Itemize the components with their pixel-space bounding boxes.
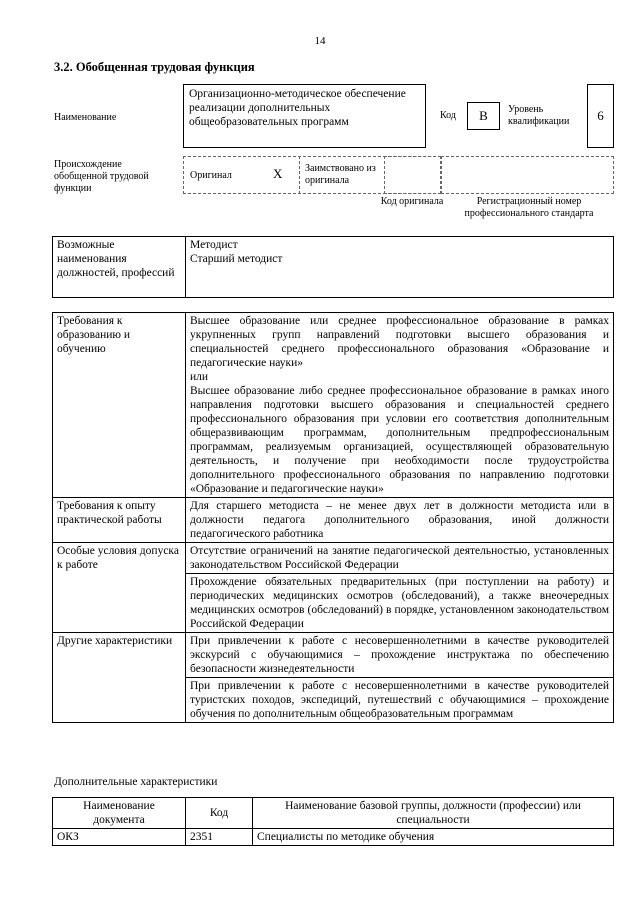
positions-table: [52, 236, 614, 298]
req-experience: Для старшего методиста – не менее двух лет в должности методиста или в должности педагога дополнительного образования, иной должности педагогического работника: [186, 498, 614, 543]
req-condition-1: Отсутствие ограничений на занятие педагогической деятельностью, установленных законодательством Российской Федерации: [186, 543, 614, 574]
requirements-table: [52, 312, 614, 723]
level-label: Уровень квалификации: [508, 104, 570, 127]
extra-table: [52, 797, 614, 846]
reg-number-caption: Регистрационный номер профессионального стандарта: [464, 196, 594, 219]
extra-cell-document: ОКЗ: [53, 829, 186, 846]
req-other-2: При привлечении к работе с несовершеннолетними в качестве руководителей туристских походов, экспедиций, путешествий с обучающимися – прохождение обучения по дополнительным общеобразовательным программам: [186, 678, 614, 723]
name-label: Наименование: [54, 112, 117, 123]
name-value: Организационно-методическое обеспечение реализации дополнительных общеобразовательных программ: [189, 88, 406, 128]
extra-header-document: Наименование документа: [53, 798, 186, 829]
extra-cell-code: 2351: [186, 829, 253, 846]
name-value-box: [183, 84, 426, 148]
extra-header-code: Код: [186, 798, 253, 829]
extra-cell-group: Специалисты по методике обучения: [253, 829, 614, 846]
origin-label: Происхождение обобщенной трудовой функции: [54, 159, 149, 194]
req-label-other: Другие характеристики: [53, 633, 186, 723]
code-original-caption: Код оригинала: [380, 196, 444, 207]
positions-values: [186, 237, 614, 298]
req-education: [186, 313, 614, 498]
code-original-box: [384, 156, 441, 194]
req-label-conditions: Особые условия допуска к работе: [53, 543, 186, 633]
section-title: 3.2. Обобщенная трудовая функция: [54, 60, 255, 74]
req-education-text-2: Высшее образование либо среднее профессиональное образование в рамках иного направления подготовки высшего образования и специальностей среднего профессионального образования при условии его соответствия дополнительным общеразвивающим программам, дополнительным предпрофессиональным программам, реализуемым организацией, осуществляющей образовательную деятельность, и получение при необходимости после трудоустройства дополнительного профессионального образования по направлению подготовки «Образование и педагогические науки»: [190, 385, 609, 495]
original-mark: X: [273, 166, 283, 181]
position-item: Старший методист: [190, 253, 283, 265]
borrowed-label: Заимствовано из оригинала: [305, 163, 376, 186]
positions-label: Возможные наименования должностей, профессий: [53, 237, 186, 298]
req-education-or: или: [190, 371, 209, 383]
code-value: В: [467, 102, 500, 130]
reg-number-box: [441, 156, 614, 194]
extra-title: Дополнительные характеристики: [54, 776, 218, 788]
original-label: Оригинал: [190, 170, 232, 181]
req-education-text-1: Высшее образование или среднее профессиональное образование в рамках укрупненных групп направлений подготовки высшего образования и специальностей среднего профессионального образования «Образование и педагогические науки»: [190, 315, 609, 369]
extra-header-group: Наименование базовой группы, должности (профессии) или специальности: [253, 798, 614, 829]
req-label-experience: Требования к опыту практической работы: [53, 498, 186, 543]
position-item: Методист: [190, 239, 238, 251]
code-label: Код: [440, 110, 456, 121]
page-number: 14: [314, 35, 326, 47]
req-condition-2: Прохождение обязательных предварительных (при поступлении на работу) и периодических медицинских осмотров (обследований), а также внеочередных медицинских осмотров (обследований) в порядке, установленном законодательством Российской Федерации: [186, 574, 614, 633]
level-value: 6: [587, 84, 614, 148]
origin-divider: [299, 156, 301, 194]
req-label-education: Требования к образованию и обучению: [53, 313, 186, 498]
req-other-1: При привлечении к работе с несовершеннолетними в качестве руководителей экскурсий с обучающимися – прохождение инструктажа по обеспечению безопасности жизнедеятельности: [186, 633, 614, 678]
